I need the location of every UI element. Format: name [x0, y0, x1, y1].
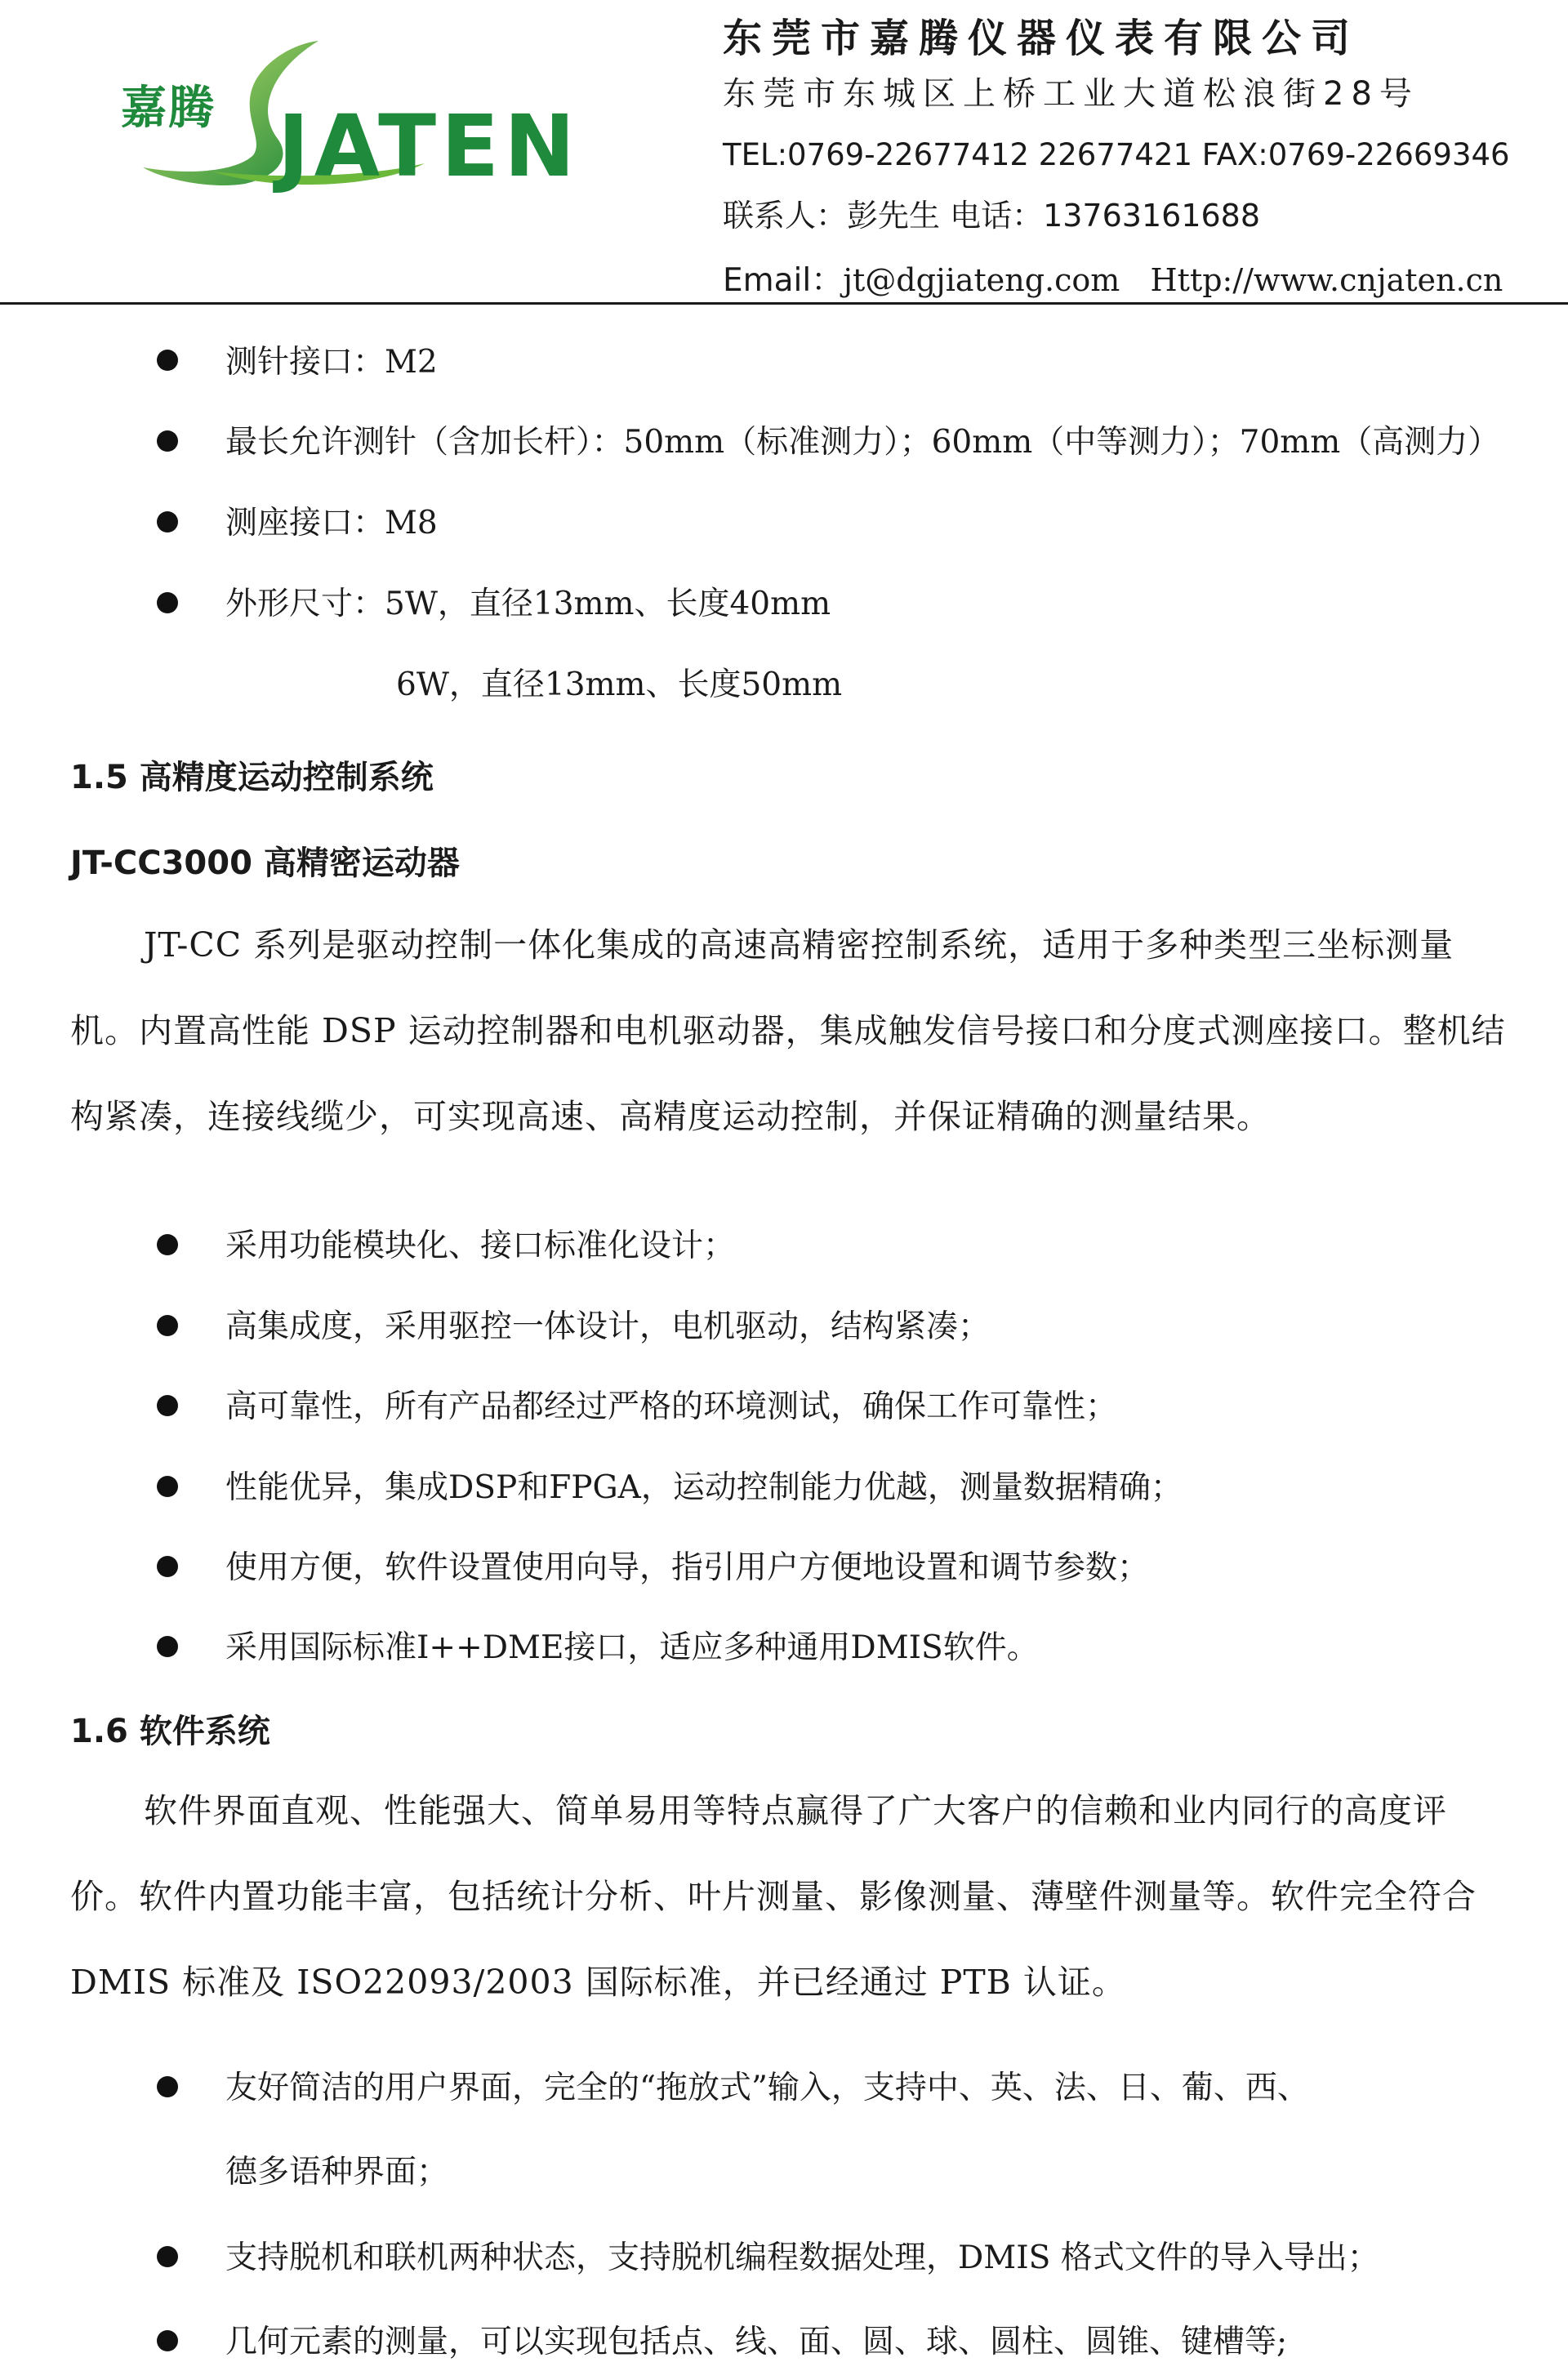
- bullet-icon: [157, 1315, 178, 1336]
- company-address: 东莞市东城区上桥工业大道松浪街28号: [723, 75, 1419, 113]
- list-item: 高可靠性，所有产品都经过严格的环境测试，确保工作可靠性；: [225, 1388, 1118, 1425]
- email-label: Email：: [723, 262, 844, 299]
- section-paragraph: 软件界面直观、性能强大、简单易用等特点赢得了广大客户的信赖和业内同行的高度评价。软件内置功能丰富，包括统计分析、叶片测量、影像测量、薄壁件测量等。软件完全符合 DMIS 标准及 ISO22093/2003 国际标准，并已经通过 PTB 认证。: [70, 1791, 1477, 2002]
- section-heading: 1.6 软件系统: [70, 1713, 270, 1750]
- company-tel-fax: TEL:0769-22677412 22677421 FAX:0769-22669346: [723, 137, 1510, 172]
- bullet-icon: [157, 1234, 178, 1255]
- bullet-icon: [157, 2330, 178, 2351]
- bullet-icon: [157, 1636, 178, 1657]
- section-heading: 1.5 高精度运动控制系统: [70, 759, 434, 796]
- bullet-icon: [157, 1556, 178, 1577]
- bullet-icon: [157, 350, 178, 371]
- email-value: jt@dgjiateng.com: [843, 262, 1120, 298]
- section-subheading: JT-CC3000 高精密运动器: [70, 845, 460, 882]
- list-item: 外形尺寸：5W，直径13mm、长度40mm: [225, 586, 831, 622]
- list-item: 测针接口：M2: [225, 344, 438, 381]
- letterhead: [0, 0, 1568, 306]
- list-item-continuation: 德多语种界面；: [225, 2154, 449, 2190]
- bullet-icon: [157, 430, 178, 452]
- list-item: 使用方便，软件设置使用向导，指引用户方便地设置和调节参数；: [225, 1549, 1150, 1586]
- bullet-icon: [157, 2246, 178, 2267]
- list-item: 采用国际标准I++DME接口，适应多种通用DMIS软件。: [225, 1629, 1039, 1666]
- list-item: 友好简洁的用户界面，完全的“拖放式”输入，支持中、英、法、日、葡、西、: [225, 2070, 1309, 2106]
- bullet-icon: [157, 592, 178, 613]
- list-item-continuation: 6W，直径13mm、长度50mm: [396, 666, 843, 703]
- list-item: 支持脱机和联机两种状态，支持脱机编程数据处理，DMIS 格式文件的导入导出；: [225, 2239, 1379, 2276]
- list-item: 测座接口：M8: [225, 505, 438, 541]
- company-info: [723, 10, 1510, 314]
- header-divider: [0, 302, 1568, 305]
- list-item: 采用功能模块化、接口标准化设计；: [225, 1228, 736, 1264]
- company-logo: [114, 33, 581, 196]
- list-item: 最长允许测针（含加长杆）：50mm（标准测力）；60mm（中等测力）；70mm（高测力）: [225, 424, 1500, 461]
- website: Http://www.cnjaten.cn: [1150, 262, 1503, 298]
- logo-latin-text: JATEN: [278, 96, 581, 196]
- logo-chinese-text: 嘉腾: [121, 82, 216, 135]
- list-item: 性能优异，集成DSP和FPGA，运动控制能力优越，测量数据精确；: [225, 1469, 1183, 1506]
- list-item: 几何元素的测量，可以实现包括点、线、面、圆、球、圆柱、圆锥、键槽等;: [225, 2324, 1288, 2360]
- bullet-icon: [157, 2076, 178, 2097]
- company-contact: 联系人：彭先生 电话：13763161688: [723, 198, 1261, 234]
- section-paragraph: JT-CC 系列是驱动控制一体化集成的高速高精密控制系统，适用于多种类型三坐标测量机。内置高性能 DSP 运动控制器和电机驱动器，集成触发信号接口和分度式测座接口。整机结构紧凑，连接线缆少，可实现高速、高精度运动控制，并保证精确的测量结果。: [70, 925, 1506, 1136]
- bullet-icon: [157, 1395, 178, 1416]
- bullet-icon: [157, 1476, 178, 1497]
- bullet-icon: [157, 511, 178, 533]
- company-name: 东莞市嘉腾仪器仪表有限公司: [723, 16, 1361, 61]
- list-item: 高集成度，采用驱控一体设计，电机驱动，结构紧凑；: [225, 1308, 991, 1345]
